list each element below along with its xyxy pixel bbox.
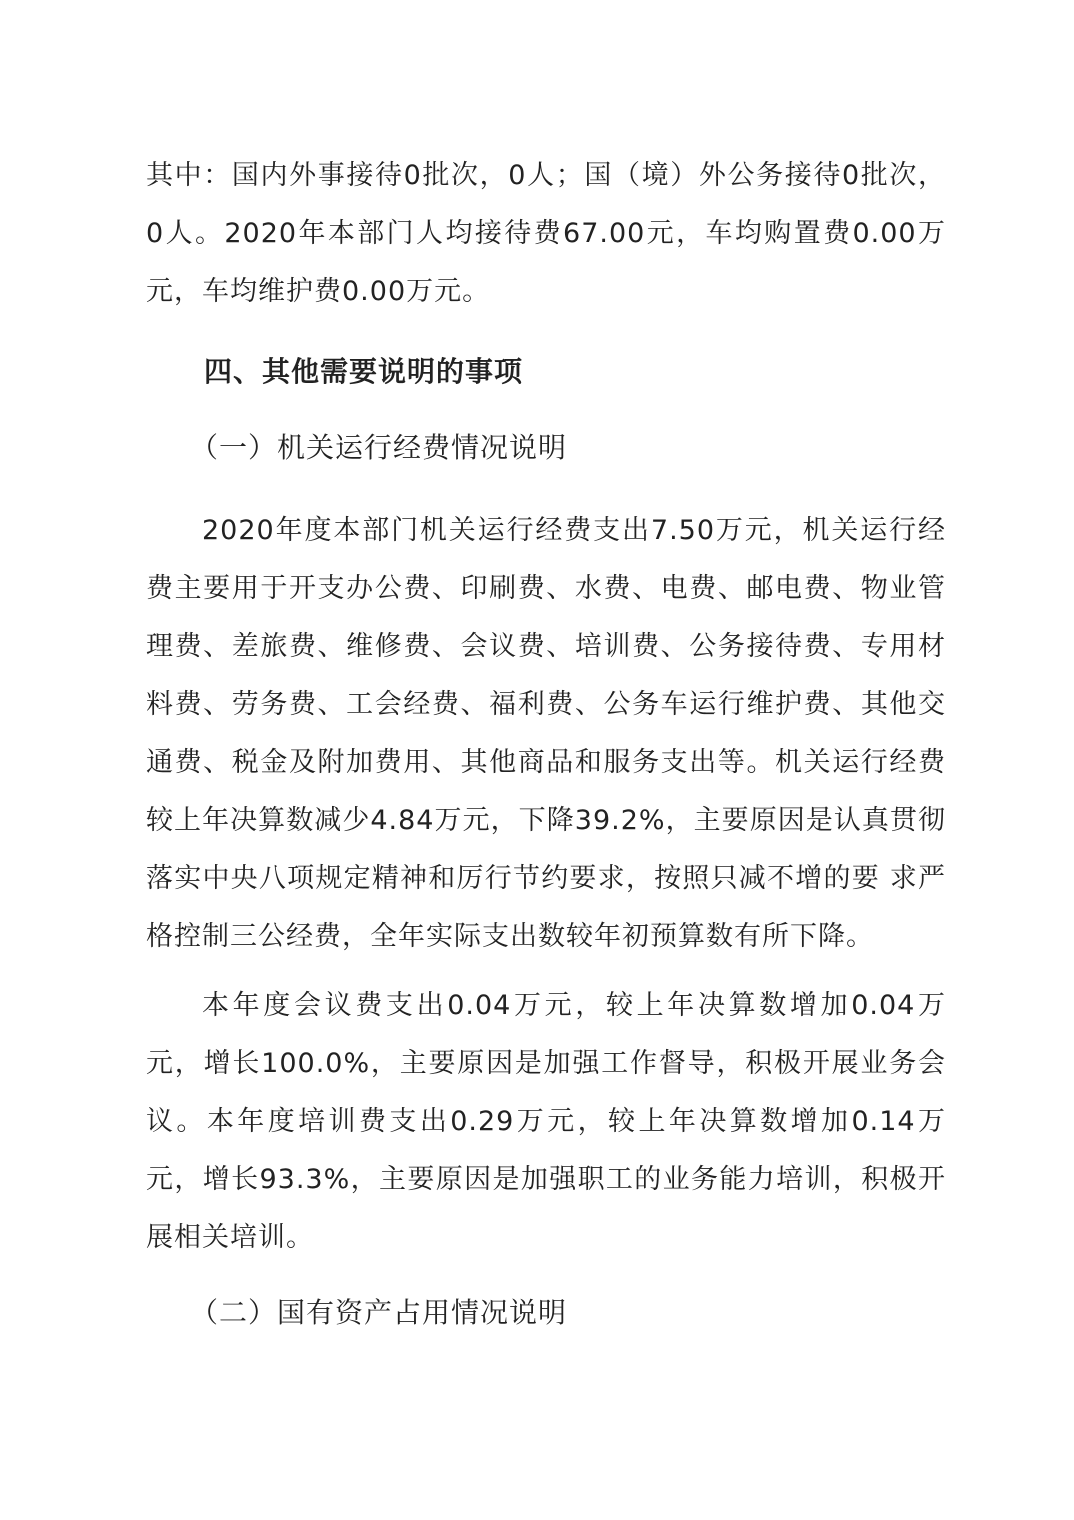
paragraph-text: 2020年度本部门机关运行经费支出7.50万元，机关运行经费主要用于开支办公费、印刷费、水费、电费、邮电费、物业管理费、差旅费、维修费、会议费、培训费、公务接待费、专用材料费、劳务费、工会经费、福利费、公务车运行维护费、其他交通费、税金及附加费用、其他商品和服务支出等。机关运行经费较上年决算数减少4.84万元，下降39.2%，主要原因是认真贯彻落实中央八项规定精神和厉行节约要求，按照只减不增的要 求严格控制三公经费，全年实际支出数较年初预算数有所下降。: [146, 515, 946, 952]
paragraph-text: 其中：国内外事接待0批次，0人；国（境）外公务接待0批次，0人。2020年本部门人均接待费67.00元，车均购置费0.00万元，车均维护费0.00万元。: [146, 160, 946, 307]
section-heading: 四、其他需要说明的事项: [204, 355, 524, 388]
subsection-heading-2: （二）国有资产占用情况说明: [190, 1296, 568, 1329]
paragraph-reception: [146, 147, 946, 321]
paragraph-text: 本年度会议费支出0.04万元，较上年决算数增加0.04万元，增长100.0%，主要原因是加强工作督导，积极开展业务会议。本年度培训费支出0.29万元，较上年决算数增加0.14万元，增长93.3%，主要原因是加强职工的业务能力培训，积极开展相关培训。: [146, 990, 946, 1253]
paragraph-meeting-training: [146, 977, 946, 1267]
subsection-heading-1: （一）机关运行经费情况说明: [190, 431, 568, 464]
paragraph-operating-expenses: [146, 502, 946, 966]
